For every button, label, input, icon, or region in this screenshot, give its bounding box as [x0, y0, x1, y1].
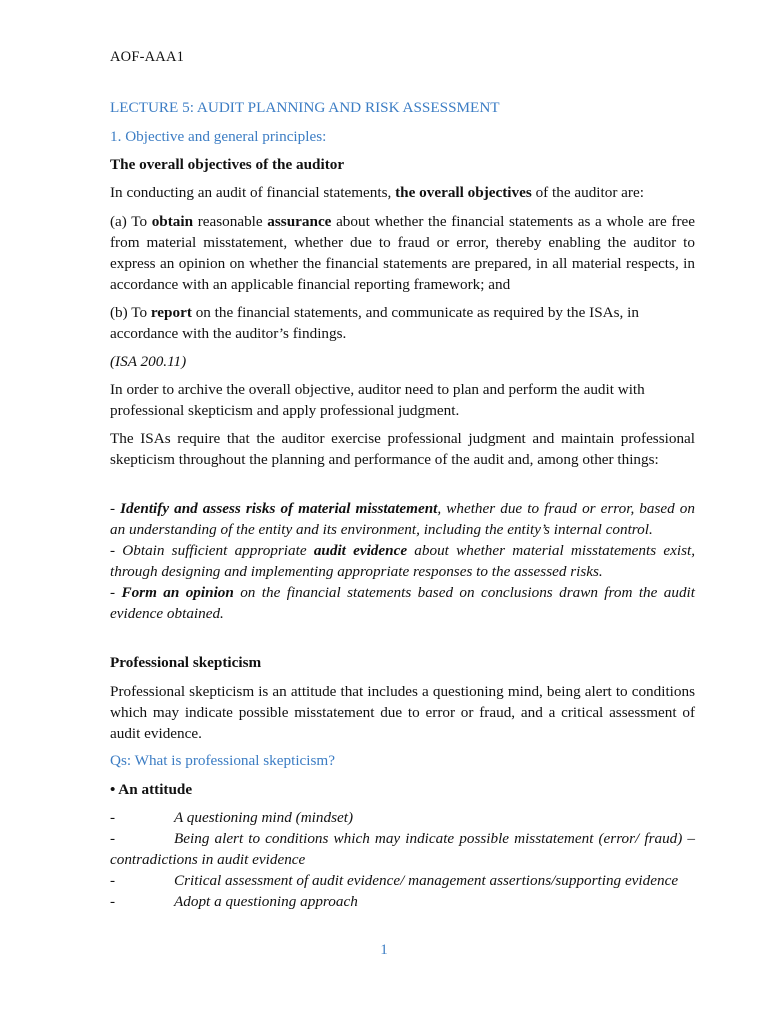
- requirement-item-form-opinion: - Form an opinion on the financial statements based on conclusions drawn from the audit evidence obtained.: [110, 584, 695, 622]
- attitude-heading: • An attitude: [110, 781, 193, 798]
- attitude-item: - Critical assessment of audit evidence/ management assertions/supporting evidence: [110, 872, 679, 889]
- question-heading: Qs: What is professional skepticism?: [110, 752, 335, 769]
- subheading-professional-skepticism: Professional skepticism: [110, 654, 262, 671]
- section-heading-objectives: 1. Objective and general principles:: [110, 128, 327, 145]
- document-header-code: AOF-AAA1: [110, 49, 185, 65]
- attitude-item: - Being alert to conditions which may indicate possible misstatement (error/ fraud) – contradictions in audit evidence: [110, 830, 695, 868]
- requirements-list: [110, 498, 695, 624]
- isas-paragraph: The ISAs require that the auditor exercise professional judgment and maintain professional skepticism throughout the planning and performance of the audit and, among other things:: [110, 430, 695, 468]
- objective-b-paragraph: (b) To report on the financial statements, and communicate as required by the ISAs, in accordance with the auditor’s findings.: [110, 304, 639, 342]
- page-number: 1: [380, 942, 388, 958]
- archive-paragraph: In order to archive the overall objective, auditor need to plan and perform the audit with professional skepticism and apply professional judgment.: [110, 381, 645, 419]
- intro-paragraph: In conducting an audit of financial statements, the overall objectives of the auditor are:: [110, 184, 644, 201]
- skepticism-paragraph: Professional skepticism is an attitude that includes a questioning mind, being alert to conditions which may indicate possible misstatement due to error or fraud, and a critical assessment of audit evidence.: [110, 683, 695, 742]
- requirement-item-identify: - Identify and assess risks of material misstatement, whether due to fraud or error, based on an understanding of the entity and its environment, including the entity’s internal control.: [110, 500, 695, 538]
- attitude-list: [110, 807, 695, 912]
- isa-reference: (ISA 200.11): [110, 353, 187, 370]
- subheading-overall-objectives: The overall objectives of the auditor: [110, 156, 345, 173]
- objective-a-paragraph: (a) To obtain reasonable assurance about whether the financial statements as a whole are free from material misstatement, whether due to fraud or error, thereby enabling the auditor to express an opinion on whether the financial statements are prepared, in all material respects, in accordance with an applicable financial reporting framework; and: [110, 213, 695, 293]
- attitude-item: - Adopt a questioning approach: [110, 893, 358, 910]
- lecture-title: LECTURE 5: AUDIT PLANNING AND RISK ASSESSMENT: [110, 99, 500, 116]
- attitude-item: - A questioning mind (mindset): [110, 809, 354, 826]
- requirement-item-obtain: - Obtain sufficient appropriate audit evidence about whether material misstatements exist, through designing and implementing appropriate responses to the assessed risks.: [110, 542, 695, 580]
